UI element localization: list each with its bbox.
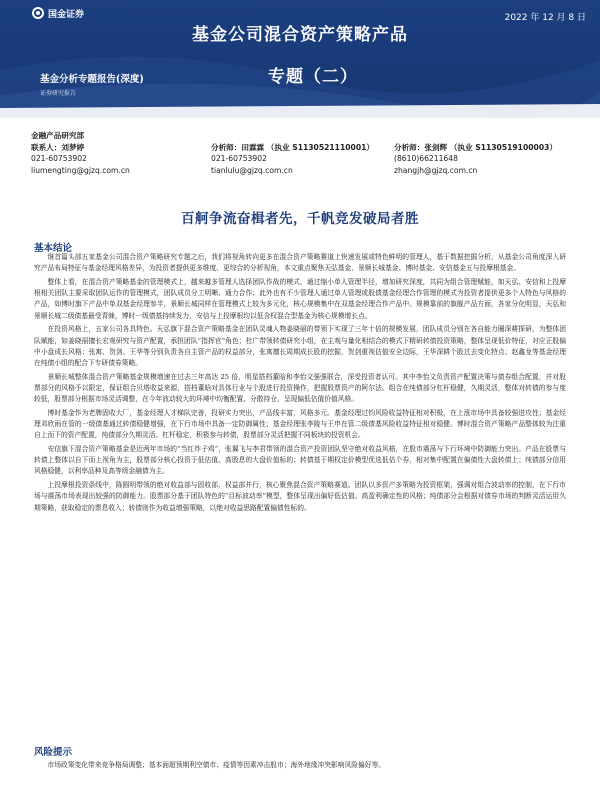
- department-name: 金融产品研究部: [31, 131, 85, 140]
- paragraph: 安信旗下混合资产策略基金是近两年市场的“当红炸子鸡”，张翼飞与李君带领的混合资产投资团队坚守绝对收益风格，在股市震荡与下行环境中防御能力突出。产品在股票与转债上整体以自下而上视角为主，股票部分核心投资于低估值、高股息的大盘价值标的；转债基于期权定价模型优选低估个券，相对集中配置在偏债性大盘转债上；纯债部分信用风格稳健，以利率品种及高等级金融债为主。: [34, 444, 566, 476]
- paragraph: 整体上看，在混合资产策略基金的管理模式上，越来越多管理人选择团队作战的模式，通过缩小单人管理半径，增加研究深度，共同为组合管理赋能，如天弘、安信和上投摩根相关团队主要采取团队运作的管理模式，团队成员分工明晰、通力合作；此外也有不少管理人通过单人管理或股债基金经理合作管理的模式为投资者提供更多个人特色与风格的产品，如博时旗下产品中单双基金经理参半，景顺长城同样在管理模式上较为多元化，核心规模集中在双基金经理合作产品中。规模靠前的旗舰产品方面，各家分化明显，天弘和景顺长城二级债基最受青睐，博时一级债基持续发力，安信与上投摩根均以低含权混合型基金为核心规模增长点。: [34, 277, 566, 320]
- paragraph: 博时基金作为老牌固收大厂，基金经理人才梯队完善，投研实力突出，产品线丰富，风格多元。基金经理过钧风险收益特征相对积极，在上涨市场中具备较强进攻性；基金经理邓欣雨在管的一级债基通过转债稳健增强，在下行市场中具备一定防御属性；基金经理张李陵与王申在管二级债基风险收益特征相对稳健。博时混合资产策略产品整体较为注重自上而下的资产配置，纯债部分久期灵活、杠杆稳定，积极参与转债，股票部分灵活把握不同板块的投资机会。: [34, 408, 566, 440]
- analyst1-phone: 021-60753902: [211, 154, 267, 164]
- paragraph: 上投摩根投资条线中，陈圆明带领的绝对收益部与固收部、权益部并行，核心聚焦混合资产策略赛道。团队以多资产多策略为投资框架，强调对组合波动率的控制，在下行市场与震荡市场表现出较强的防御能力。股票部分基于团队特色的“目标波动率”模型，整体呈现出偏好低估值、高盈利确定性的风格；纯债部分会根据对债券市场的判断灵活运用久期策略，获取稳定的票息收入；转债则作为收益增强策略，以绝对收益思路配置偏债性标的。: [34, 481, 566, 512]
- analyst1-name: 分析师：田霖霖 （执业 S1130521110001）: [211, 142, 374, 152]
- report-headline: 百舸争流奋楫者先，千帆竞发破局者胜: [181, 211, 419, 227]
- contacts-block: [31, 131, 571, 177]
- conclusion-body: [34, 252, 566, 516]
- analyst2-name: 分析师：张剑辉 （执业 S1130519100003）: [394, 142, 557, 152]
- report-series-sub: 证券研究报告: [40, 90, 77, 97]
- paragraph: 继首篇头部五家基金公司混合资产策略研究专题之后，我们将视角转向更多在混合资产策略赛道上快速发展或特色鲜明的管理人，基于数据挖掘分析，从基金公司角度深入研究产品布局特征与基金经理风格差异，为投资者提供更多维度、更综合的分析视角，本文重点聚焦天弘基金、景顺长城基金、博时基金、安信基金五与投摩根基金。: [34, 253, 566, 273]
- report-date: 2022 年 12 月 8 日: [504, 13, 586, 23]
- analyst2-email[interactable]: zhangjh@gjzq.com.cn: [394, 165, 478, 175]
- conclusion-section-title: 基本结论: [34, 243, 73, 254]
- contact-phone: 021-60753902: [31, 154, 87, 164]
- report-banner: [0, 0, 600, 118]
- paragraph: 在投资风格上，五家公司各具特色。天弘旗下混合资产策略基金在团队灵魂人物姜晓丽的带领下实现了三年十倍的规模发展，团队成员分别在各自能力圈深耕探研，为整体团队赋能，如姜晓丽擅长宏观研究与资产配置，承担团队“指挥官”角色；杜广带领转债研究小组，在主观与量化相结合的模式下精研转债投资策略，整体呈现低价特征，对应正股偏中小盘成长风格；张寓、贺剑、王华等分别负责各自主管产品的权益部分，张寓擅长周期成长股的挖掘，贺剑重视估值安全边际，王华深耕个股过去变化特点；赵鑫龙等基金经理在纯债小组的配合下专研债券策略。: [34, 325, 566, 368]
- risk-text: 市场政策变化带来竞争格局调整；基本面超预期利空债市；疫情等因素冲击股市；海外地缘冲突影响风险偏好等。: [47, 761, 386, 769]
- contact-name: 联系人：刘梦婷: [31, 142, 85, 152]
- contact-email[interactable]: liumengting@gjzq.com.cn: [31, 165, 130, 175]
- report-title: 基金公司混合资产策略产品: [192, 25, 408, 45]
- analyst2-phone: (8610)66211648: [394, 154, 458, 164]
- risk-section-title: 风险提示: [34, 747, 73, 758]
- logo-mark-icon: [32, 7, 44, 19]
- paragraph: 景顺长城整体混合资产策略基金规模增速在过去三年高达 25 倍，明星搭档董晗和李怡文强强联合，深受投资者认可。其中李怡文负责资产配置决策与债券组合配置，并对股票部分的风格予以限定，保证组合贝塔收益来源，搭档董晗对具体行业与个股进行投资操作，把握股票资产的阿尔法。组合在纯债部分杠杆稳健，久期灵活，整体对转债的参与度较低，股票部分根据市场灵活调整，在今年波动较大的环境中均衡配置、分散持仓，呈现偏低估值价值风格。: [34, 372, 566, 404]
- logo-text: 国金证券: [48, 9, 85, 20]
- analyst1-email[interactable]: tianlulu@gjzq.com.cn: [211, 165, 293, 175]
- report-series: 基金分析专题报告(深度): [40, 74, 144, 85]
- company-logo: [32, 6, 84, 20]
- report-subtitle: 专题（二）: [268, 67, 358, 87]
